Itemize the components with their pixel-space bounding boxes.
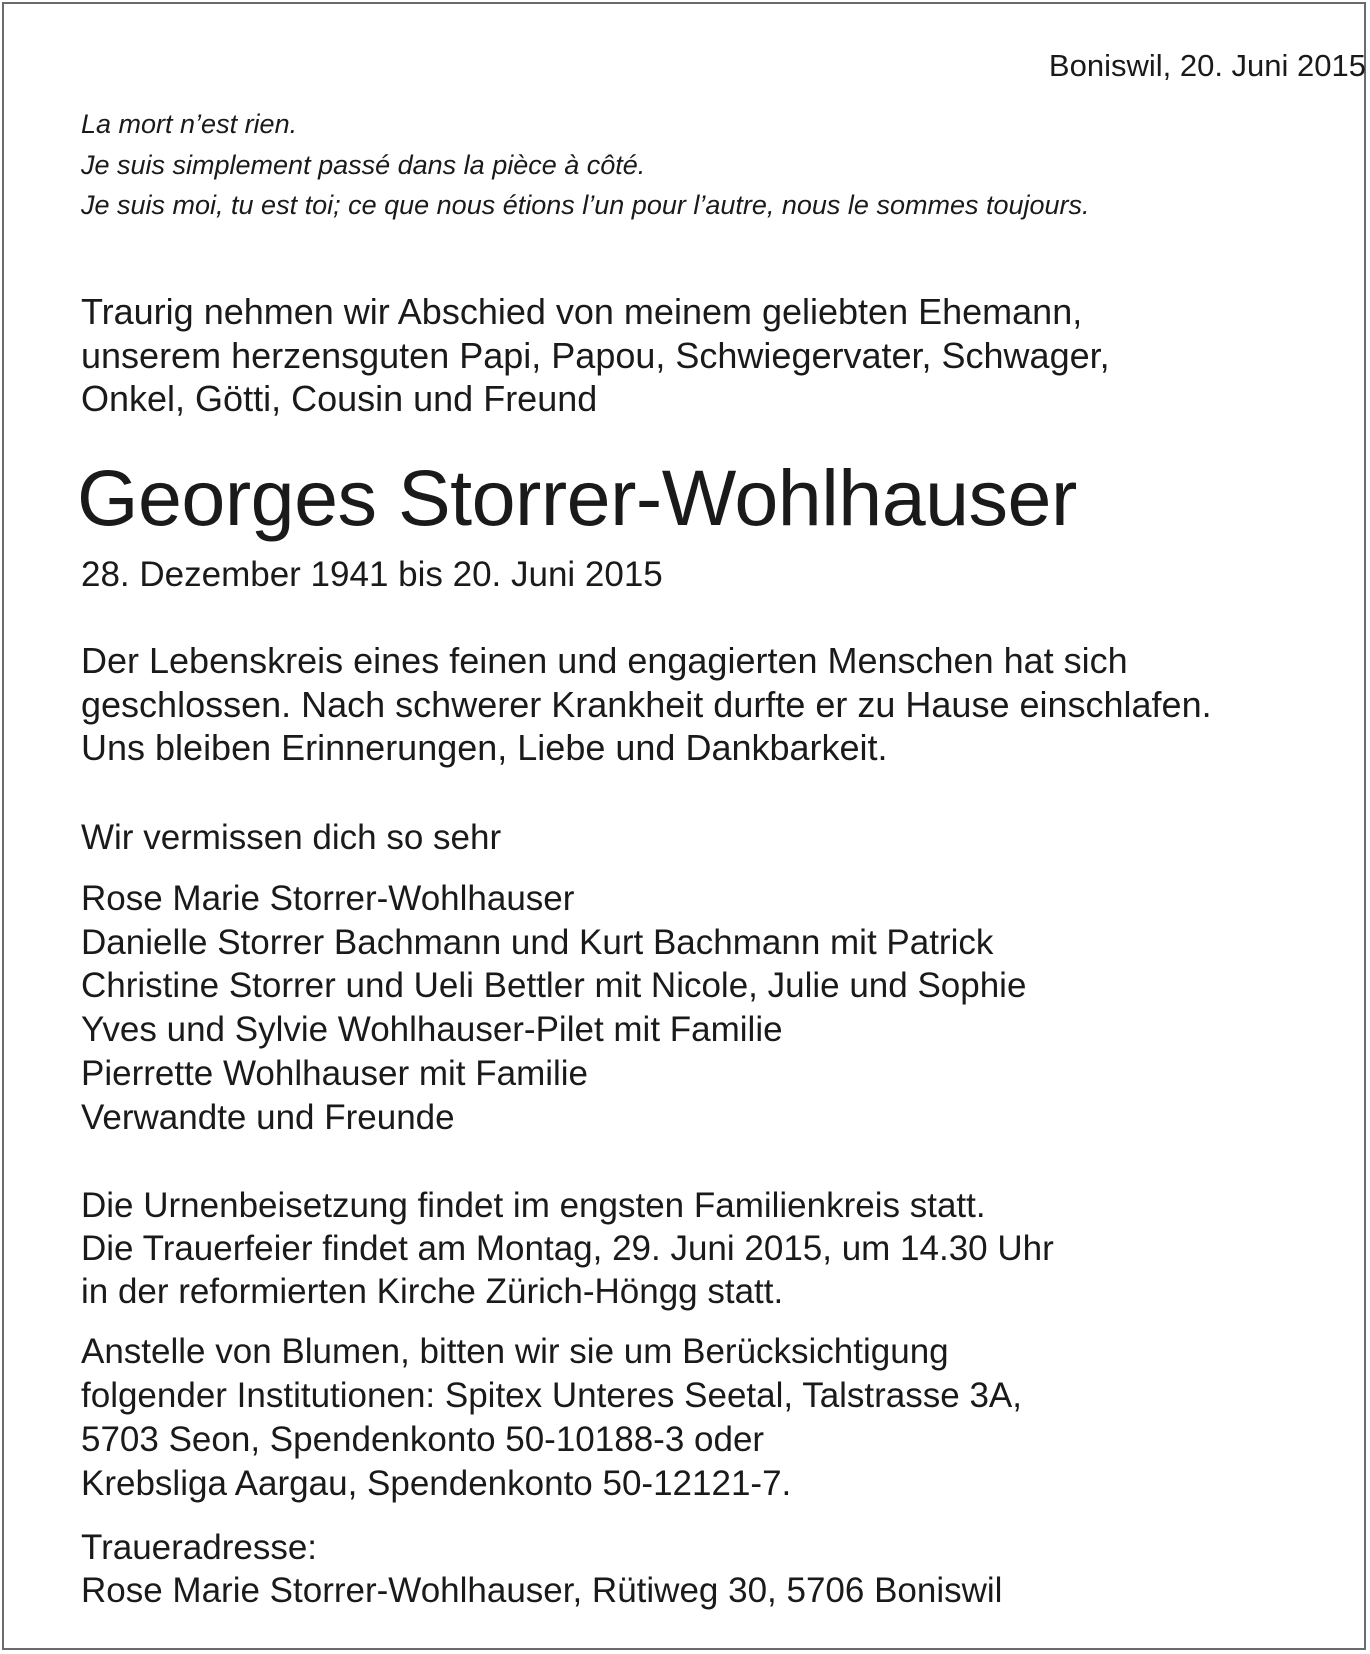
miss-line: Wir vermissen dich so sehr bbox=[81, 818, 502, 857]
ceremony-line: Die Urnenbeisetzung findet im engsten Familienkreis statt. bbox=[81, 1186, 986, 1225]
tribute-line: Der Lebenskreis eines feinen und engagierten Menschen hat sich bbox=[81, 640, 1128, 681]
mourner-entry: Danielle Storrer Bachmann und Kurt Bachmann mit Patrick bbox=[81, 922, 994, 962]
donation-line: folgender Institutionen: Spitex Unteres Seetal, Talstrasse 3A, bbox=[81, 1376, 1023, 1415]
mourner-entry: Verwandte und Freunde bbox=[81, 1097, 455, 1137]
quote-line: Je suis moi, tu est toi; ce que nous étions l’un pour l’autre, nous le sommes toujours. bbox=[81, 190, 1090, 220]
donation-line: Krebsliga Aargau, Spendenkonto 50-12121-7. bbox=[81, 1464, 792, 1503]
tribute-line: Uns bleiben Erinnerungen, Liebe und Dankbarkeit. bbox=[81, 727, 888, 768]
tribute-line: geschlossen. Nach schwerer Krankheit durfte er zu Hause einschlafen. bbox=[81, 683, 1212, 725]
ceremony-line: Die Trauerfeier findet am Montag, 29. Juni 2015, um 14.30 Uhr bbox=[81, 1229, 1054, 1268]
deceased-name: Georges Storrer-Wohlhauser bbox=[77, 453, 1077, 542]
quote-line: La mort n’est rien. bbox=[81, 109, 298, 139]
mourner-entry: Rose Marie Storrer-Wohlhauser bbox=[81, 879, 575, 918]
intro-line: unserem herzensguten Papi, Papou, Schwiegervater, Schwager, bbox=[81, 334, 1110, 376]
donation-line: 5703 Seon, Spendenkonto 50-10188-3 oder bbox=[81, 1420, 765, 1459]
life-dates: 28. Dezember 1941 bis 20. Juni 2015 bbox=[81, 555, 663, 594]
ceremony-line: in der reformierten Kirche Zürich-Höngg statt. bbox=[81, 1272, 784, 1311]
donations-info bbox=[81, 1330, 1022, 1506]
mourner-entry: Christine Storrer und Ueli Bettler mit Nicole, Julie und Sophie bbox=[81, 966, 1027, 1006]
place-date: Boniswil, 20. Juni 2015 bbox=[1048, 48, 1366, 83]
intro-paragraph bbox=[81, 290, 1110, 421]
address-value: Rose Marie Storrer-Wohlhauser, Rütiweg 30, 5706 Boniswil bbox=[81, 1571, 1003, 1610]
mourning-address bbox=[81, 1526, 1002, 1612]
french-quote bbox=[81, 104, 1090, 226]
mourner-entry: Yves und Sylvie Wohlhauser-Pilet mit Familie bbox=[81, 1010, 783, 1050]
address-label: Traueradresse: bbox=[81, 1528, 318, 1567]
obituary-frame bbox=[2, 2, 1366, 1650]
quote-line: Je suis simplement passé dans la pièce à côté. bbox=[81, 149, 646, 180]
mourners-list bbox=[81, 877, 1026, 1139]
intro-line: Onkel, Götti, Cousin und Freund bbox=[81, 378, 598, 419]
tribute-paragraph bbox=[81, 639, 1212, 770]
intro-line: Traurig nehmen wir Abschied von meinem geliebten Ehemann, bbox=[81, 291, 1083, 332]
mourner-entry: Pierrette Wohlhauser mit Familie bbox=[81, 1053, 589, 1093]
donation-line: Anstelle von Blumen, bitten wir sie um Berücksichtigung bbox=[81, 1332, 949, 1371]
ceremony-info bbox=[81, 1184, 1054, 1313]
